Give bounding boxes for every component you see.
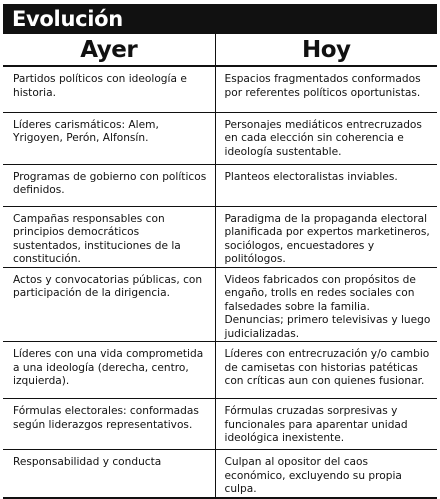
cell-hoy: Líderes con entrecruzación y/o cambio de camisetas con historias patéticas con críticas aun con quienes fusionar. <box>215 342 437 399</box>
cell-hoy: Paradigma de la propaganda electoral planificada por expertos marketineros, sociólogos, encuestadores y politólogos. <box>215 206 437 267</box>
table-row <box>3 206 437 267</box>
table-row <box>3 342 437 399</box>
header-row <box>3 34 437 66</box>
table-row <box>3 112 437 164</box>
table-row <box>3 267 437 342</box>
cell-hoy: Fórmulas cruzadas sorpresivas y funcionales para aparentar unidad ideológica inexistente. <box>215 399 437 450</box>
comparison-table <box>3 34 437 499</box>
column-header-ayer: Ayer <box>3 34 215 66</box>
table-row <box>3 164 437 206</box>
cell-ayer: Fórmulas electorales: conformadas según liderazgos representativos. <box>3 399 215 450</box>
cell-hoy: Espacios fragmentados conformados por referentes políticos oportunistas. <box>215 66 437 112</box>
cell-ayer: Partidos políticos con ideología e historia. <box>3 66 215 112</box>
cell-hoy: Videos fabricados con propósitos de engaño, trolls en redes sociales con falsedades sobre la familia. Denuncias; primero televisivas y luego judicializadas. <box>215 267 437 342</box>
cell-ayer: Campañas responsables con principios democráticos sustentados, instituciones de la constitución. <box>3 206 215 267</box>
column-header-hoy: Hoy <box>215 34 437 66</box>
cell-ayer: Actos y convocatorias públicas, con participación de la dirigencia. <box>3 267 215 342</box>
cell-ayer: Responsabilidad y conducta <box>3 450 215 498</box>
cell-hoy: Personajes mediáticos entrecruzados en cada elección sin coherencia e ideología sustentable. <box>215 112 437 164</box>
table-row <box>3 399 437 450</box>
table-row <box>3 450 437 498</box>
page-title: Evolución <box>3 4 437 34</box>
cell-hoy: Planteos electoralistas inviables. <box>215 164 437 206</box>
table-row <box>3 66 437 112</box>
cell-hoy: Culpan al opositor del caos económico, excluyendo su propia culpa. <box>215 450 437 498</box>
cell-ayer: Líderes con una vida comprometida a una ideología (derecha, centro, izquierda). <box>3 342 215 399</box>
cell-ayer: Líderes carismáticos: Alem, Yrigoyen, Perón, Alfonsín. <box>3 112 215 164</box>
cell-ayer: Programas de gobierno con políticos definidos. <box>3 164 215 206</box>
